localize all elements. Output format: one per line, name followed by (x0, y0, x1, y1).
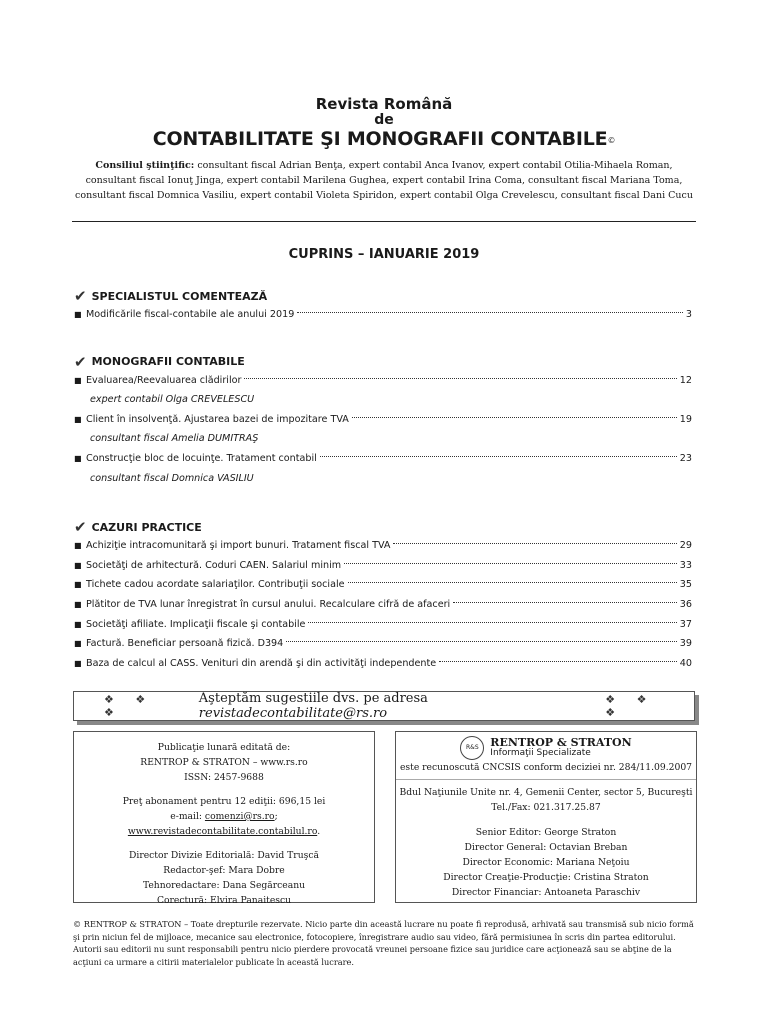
economic-director: Director Economic: Mariana Neţoiu (462, 857, 630, 868)
toc-entry[interactable]: ■ Baza de calcul al CASS. Venituri din arendă şi din activităţi independente 40 (74, 654, 692, 674)
editorial-director: Director Divizie Editorială: David Truşcă (129, 850, 319, 861)
square-bullet-icon: ■ (74, 541, 82, 551)
toc-entry[interactable]: ■ Societăţi de arhitectură. Coduri CAEN. Salariul minim 33 (74, 556, 692, 576)
page-number: 29 (679, 540, 692, 552)
square-bullet-icon: ■ (74, 560, 82, 570)
toc-entry[interactable]: ■ Evaluarea/Reevaluarea clădirilor 12 (74, 371, 692, 391)
contents-title: CUPRINS – IANUARIE 2019 (288, 247, 480, 262)
creative-director: Director Creaţie-Producţie: Cristina Straton (443, 872, 649, 883)
scientific-council (0, 158, 768, 203)
logo-tagline: Informaţii Specializate (490, 748, 591, 758)
magazine-title: CONTABILITATE ŞI MONOGRAFII CONTABILE© (152, 128, 616, 150)
square-bullet-icon: ■ (74, 310, 82, 319)
council-label: Consiliul ştiinţific: (95, 160, 195, 171)
magazine-name-line1: Revista Română (315, 95, 453, 113)
leader-dots (320, 456, 677, 457)
leader-dots (453, 602, 677, 603)
square-bullet-icon: ■ (74, 580, 82, 590)
editor-in-chief: Redactor-şef: Mara Dobre (163, 865, 285, 876)
leader-dots (439, 661, 677, 662)
toc-entry[interactable]: ■ Factură. Beneficiar persoană fizică. D394 39 (74, 634, 692, 654)
order-email-link[interactable]: comenzi@rs.ro (204, 811, 275, 822)
copyright-mark: © (607, 136, 616, 145)
header-divider (72, 221, 696, 222)
leader-dots (286, 641, 677, 642)
square-bullet-icon: ■ (74, 375, 82, 385)
leader-dots (393, 543, 676, 544)
toc-entry[interactable]: ■ Tichete cadou acordate salariaţilor. Contribuţii sociale 35 (74, 575, 692, 595)
square-bullet-icon: ■ (74, 639, 82, 649)
diamond-ornament-icon: ❖ ❖ ❖ (104, 693, 155, 719)
page-number: 37 (679, 618, 692, 630)
rs-logo-icon: R&S (460, 736, 484, 760)
publisher-name: RENTROP & STRATON – www.rs.ro (140, 757, 308, 768)
phone-fax: Tel./Fax: 021.317.25.87 (491, 802, 601, 813)
checkmark-icon: ✔ (74, 352, 87, 371)
checkmark-icon: ✔ (74, 287, 87, 305)
masthead (0, 96, 768, 203)
toc-entry[interactable]: ■ Achiziţie intracomunitară şi import bunuri. Tratament fiscal TVA 29 (74, 536, 692, 556)
toc-entry[interactable]: ■ Modificările fiscal-contabile ale anului 2019 3 (74, 305, 692, 325)
toc-entry[interactable]: ■ Plătitor de TVA lunar înregistrat în cursul anului. Recalculare cifră de afaceri 36 (74, 595, 692, 615)
page-number: 12 (679, 374, 692, 386)
toc-author: consultant fiscal Domnica VASILIU (90, 472, 254, 484)
leader-dots (244, 378, 676, 379)
page-number: 35 (679, 579, 692, 591)
section-heading: ✔ CAZURI PRACTICE (74, 518, 202, 537)
page-number: 23 (679, 452, 692, 464)
council-line-2: consultant fiscal Ionuţ Jinga, expert contabil Marilena Gughea, expert contabil Irina Coma, consultant fiscal Mariana Toma, (85, 175, 683, 186)
financial-director: Director Financiar: Antoaneta Paraschiv (451, 887, 641, 898)
page-number: 36 (679, 598, 692, 610)
website-link[interactable]: www.revistadecontabilitate.contabilul.ro (127, 826, 318, 837)
toc-author: consultant fiscal Amelia DUMITRAŞ (90, 433, 259, 445)
toc-entry[interactable]: ■ Construcţie bloc de locuinţe. Tratament contabil 23 (74, 449, 692, 469)
typesetting: Tehnoredactare: Dana Segărceanu (142, 880, 306, 891)
square-bullet-icon: ■ (74, 453, 82, 463)
page-number: 39 (679, 638, 692, 650)
square-bullet-icon: ■ (74, 599, 82, 609)
section-heading: ✔ MONOGRAFII CONTABILE (74, 352, 245, 371)
box-divider (396, 779, 696, 780)
section-heading: ✔ SPECIALISTUL COMENTEAZĂ (74, 287, 268, 305)
proofreading: Corectură: Elvira Panaitescu (156, 895, 292, 906)
address: Bdul Naţiunile Unite nr. 4, Gemenii Center, sector 5, Bucureşti (399, 787, 693, 798)
logo-company-name: RENTROP & STRATON (490, 736, 632, 749)
company-info-box (395, 731, 697, 903)
contact-line: e-mail: comenzi@rs.ro; www.revistadecontabilitate.contabilul.ro. (127, 811, 321, 837)
leader-dots (352, 417, 677, 418)
council-line-1: consultant fiscal Adrian Benţa, expert contabil Anca Ivanov, expert contabil Otilia-Mihaela Roman, (197, 160, 673, 171)
council-line-3: consultant fiscal Domnica Vasiliu, expert contabil Violeta Spiridon, expert contabil Olga Crevelescu, consultant fiscal Dani Cucu (75, 190, 693, 201)
leader-dots (297, 312, 683, 313)
suggestion-banner (73, 691, 695, 721)
toc-author: expert contabil Olga CREVELESCU (90, 394, 255, 406)
page-number: 40 (679, 657, 692, 669)
company-logo (396, 736, 696, 760)
subscription-price: Preţ abonament pentru 12 ediţii: 696,15 lei (122, 796, 326, 807)
publisher-label: Publicaţie lunară editată de: (157, 742, 291, 753)
magazine-name-line2: de (374, 112, 394, 128)
toc-entry[interactable]: ■ Societăţi afiliate. Implicaţii fiscale şi contabile 37 (74, 615, 692, 635)
page-number: 3 (685, 309, 692, 320)
leader-dots (348, 582, 677, 583)
senior-editor: Senior Editor: George Straton (475, 827, 617, 838)
suggestion-text: Aşteptăm sugestiile dvs. pe adresa revistadecontabilitate@rs.ro (198, 691, 428, 721)
general-director: Director General: Octavian Breban (464, 842, 628, 853)
square-bullet-icon: ■ (74, 414, 82, 424)
toc-entry[interactable]: ■ Client în insolvenţă. Ajustarea bazei de impozitare TVA 19 (74, 410, 692, 430)
diamond-ornament-icon: ❖ ❖ ❖ (605, 693, 656, 719)
leader-dots (344, 563, 677, 564)
page-number: 33 (679, 559, 692, 571)
suggestion-email-link[interactable]: revistadecontabilitate@rs.ro (198, 706, 388, 721)
accreditation: este recunoscută CNCSIS conform deciziei nr. 284/11.09.2007 (399, 762, 693, 773)
square-bullet-icon: ■ (74, 619, 82, 629)
page-number: 19 (679, 413, 692, 425)
issn: ISSN: 2457-9688 (184, 772, 264, 783)
copyright-notice: © RENTROP & STRATON – Toate drepturile rezervate. Nicio parte din această lucrare nu poate fi reprodusă, arhivată sau transmisă sub nicio formă şi prin niciun fel de mijloace, mecanice sau electronice, fotocopiere, înregistrare audio sau video, fără permisiunea în scris din partea editorului. Autorii sau editorii nu sunt responsabili pentru nicio pierdere provocată vreunei persoane fizice sau juridice care acţionează sau se abţine de la acţiuni ca urmare a citirii materialelor publicate în această lucrare. (73, 919, 694, 967)
checkmark-icon: ✔ (74, 518, 87, 537)
table-of-contents (74, 287, 692, 673)
square-bullet-icon: ■ (74, 658, 82, 668)
publication-info-box (73, 731, 375, 906)
leader-dots (308, 622, 676, 623)
